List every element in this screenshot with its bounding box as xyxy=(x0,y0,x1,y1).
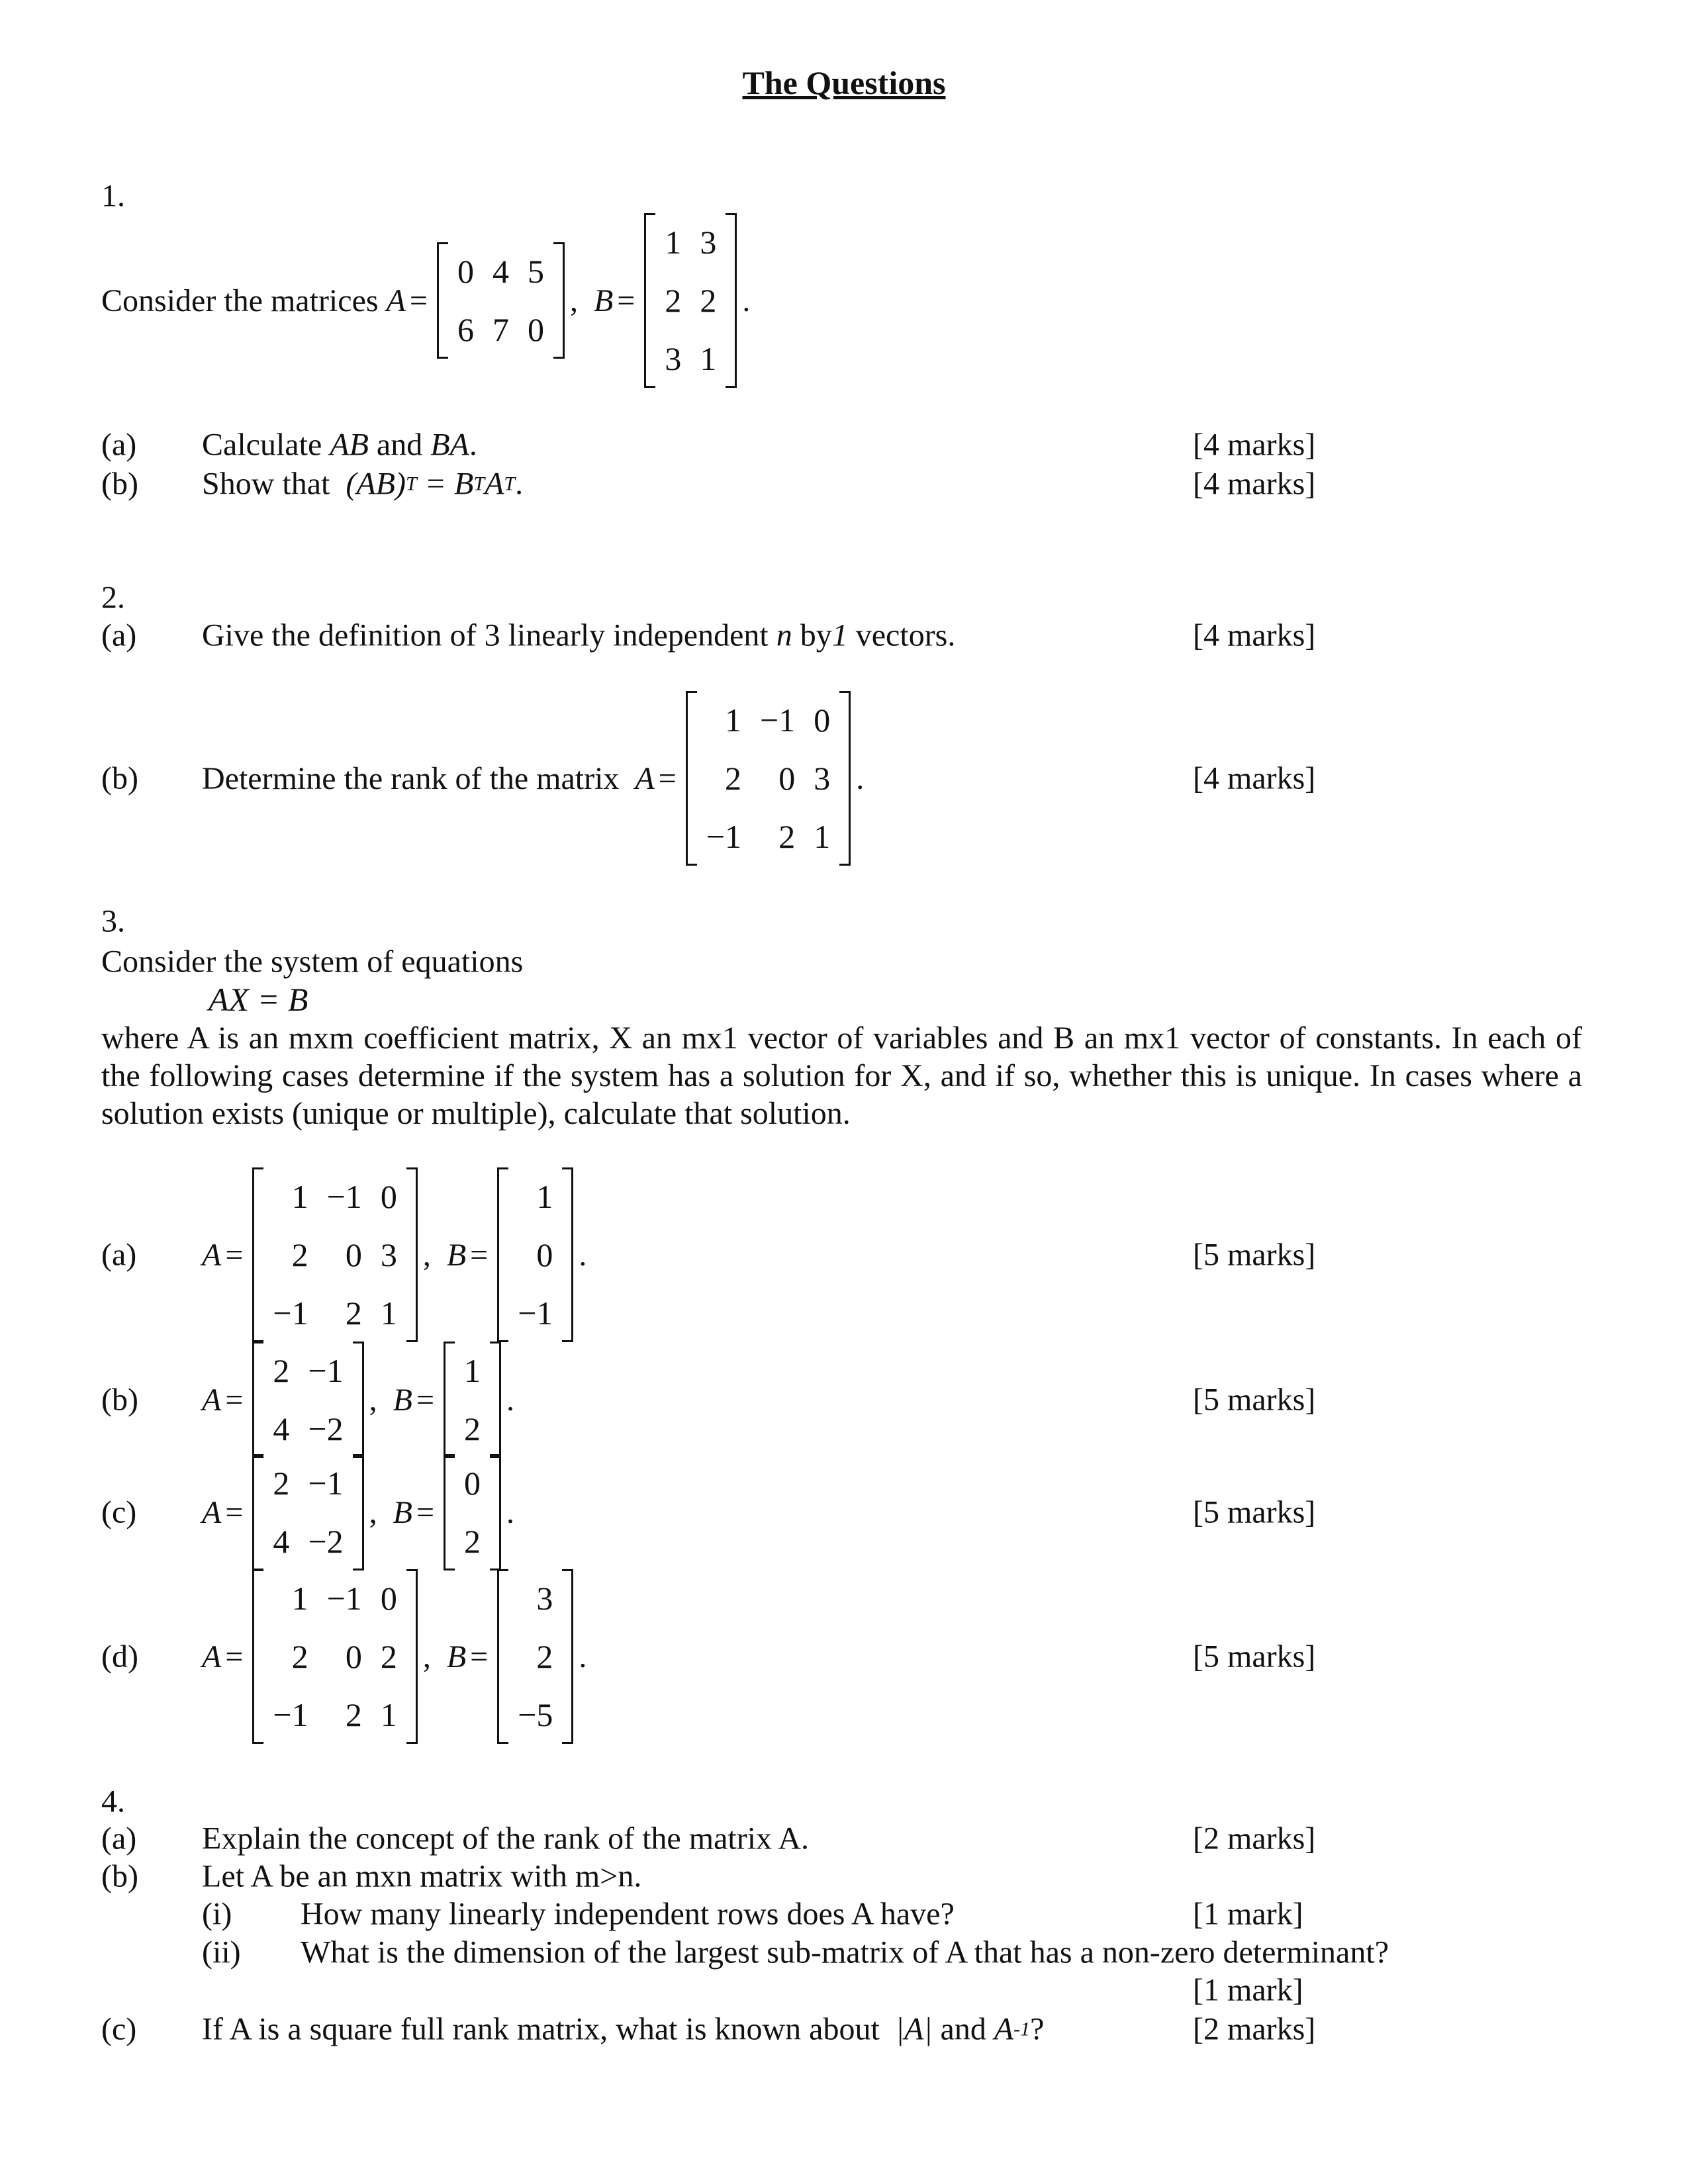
right-bracket xyxy=(839,691,851,866)
q3-part-equation: A = 1 −1 0 2 0 2 −1 2 1 , B = 3 2 −5 . xyxy=(202,1569,586,1744)
matrix-cell: 3 xyxy=(814,760,831,797)
matrix-cell: 0 xyxy=(380,1580,397,1617)
matrix-cell: 0 xyxy=(814,702,831,739)
matrix-q3-A xyxy=(252,1167,417,1342)
matrix-cell: 2 xyxy=(273,1465,290,1502)
q1b-t1: T xyxy=(405,473,417,494)
right-bracket xyxy=(553,242,565,359)
matrix-cell: −1 xyxy=(273,1295,308,1332)
q4c-det: |A| xyxy=(895,2011,933,2047)
matrix-cell: 2 xyxy=(536,1638,553,1675)
matrix-cell: 2 xyxy=(665,282,682,319)
q4c-text xyxy=(202,2011,1044,2048)
matrix-cell: 2 xyxy=(725,760,742,797)
q4bi-label: (i) xyxy=(202,1896,232,1932)
q4a-text: Explain the concept of the rank of the matrix A. xyxy=(202,1821,810,1856)
q3-part-marks: [5 marks] xyxy=(1193,1639,1316,1674)
matrix-cell: 4 xyxy=(492,253,509,290)
q2a-post: vectors. xyxy=(855,617,956,653)
q1b-label: (b) xyxy=(101,466,138,502)
q3-part-marks: [5 marks] xyxy=(1193,1494,1316,1530)
matrix-cell: 2 xyxy=(291,1236,308,1273)
right-bracket xyxy=(562,1167,573,1342)
matrix-q1-A xyxy=(437,242,565,359)
matrix-grid xyxy=(448,242,553,359)
matrix-cell: −1 xyxy=(326,1580,362,1617)
left-bracket xyxy=(644,213,655,388)
q1b-end: . xyxy=(515,466,524,502)
matrix-grid xyxy=(508,1167,562,1342)
q2-number: 2. xyxy=(101,580,125,615)
matrix-cell: 2 xyxy=(778,818,796,855)
matrix-cell: −1 xyxy=(326,1178,362,1215)
matrix-grid xyxy=(697,691,839,866)
matrix-q3-A xyxy=(252,1569,417,1744)
q3-intro: Consider the system of equations xyxy=(101,944,524,979)
q1b-marks: [4 marks] xyxy=(1193,466,1316,502)
matrix-cell: −5 xyxy=(518,1696,553,1733)
q3-part-label: (c) xyxy=(101,1494,137,1530)
matrix-cell: −1 xyxy=(518,1295,553,1332)
q3-b-label: B xyxy=(446,1237,467,1273)
q2b-marks: [4 marks] xyxy=(1193,760,1316,796)
matrix-cell: 0 xyxy=(345,1236,362,1273)
q3-a-label: A xyxy=(202,1494,222,1530)
matrix-cell: 3 xyxy=(700,224,717,261)
matrix-q2-A xyxy=(686,691,851,866)
q1a-pre: Calculate xyxy=(202,427,322,463)
q4c-and: and xyxy=(940,2011,986,2047)
matrix-cell: 0 xyxy=(345,1638,362,1675)
matrix-cell: 2 xyxy=(345,1295,362,1332)
q1b-rhs-b: = B xyxy=(424,466,474,502)
matrix-grid xyxy=(263,1454,352,1570)
q1-intro: Consider the matrices xyxy=(101,283,379,318)
page-title: The Questions xyxy=(742,64,946,101)
matrix-cell: 5 xyxy=(527,253,544,290)
q4c-pre: If A is a square full rank matrix, what is known about xyxy=(202,2011,880,2047)
q3-a-label: A xyxy=(202,1639,222,1674)
q3-b-label: B xyxy=(393,1494,412,1530)
left-bracket xyxy=(497,1167,508,1342)
q1b-pre: Show that xyxy=(202,466,330,502)
matrix-cell: 1 xyxy=(464,1352,481,1389)
q2a-marks: [4 marks] xyxy=(1193,617,1316,653)
q3-equation: AX = B xyxy=(209,981,308,1018)
right-bracket xyxy=(406,1569,418,1744)
matrix-cell: 0 xyxy=(457,253,474,290)
matrix-q3-B xyxy=(444,1454,501,1570)
matrix-cell: 1 xyxy=(380,1696,397,1733)
matrix-cell: −2 xyxy=(308,1410,344,1447)
left-bracket xyxy=(437,242,448,359)
q4c-inv: A xyxy=(994,2011,1014,2047)
matrix-cell: 2 xyxy=(464,1523,481,1560)
matrix-cell: 2 xyxy=(380,1638,397,1675)
q1a-label: (a) xyxy=(101,427,137,463)
left-bracket xyxy=(252,1342,263,1458)
q1a-text xyxy=(202,427,477,463)
left-bracket xyxy=(252,1167,263,1342)
q3-a-label: A xyxy=(202,1382,222,1418)
q3-number: 3. xyxy=(101,903,125,939)
right-bracket xyxy=(353,1454,364,1570)
q1a-end: . xyxy=(469,427,477,463)
q1b-rhs-a: A xyxy=(485,466,504,502)
matrix-q3-A xyxy=(252,1342,363,1458)
q2b-pre: Determine the rank of the matrix xyxy=(202,760,620,796)
q4c-marks: [2 marks] xyxy=(1193,2011,1316,2047)
q4a-marks: [2 marks] xyxy=(1193,1821,1316,1856)
matrix-cell: 0 xyxy=(527,311,544,348)
q2b-label: (b) xyxy=(101,760,138,796)
q4bii-text: What is the dimension of the largest sub-matrix of A that has a non-zero determinant? xyxy=(301,1934,1389,1970)
q1a-marks: [4 marks] xyxy=(1193,427,1316,463)
q4c-inv-sup: -1 xyxy=(1013,2018,1031,2040)
matrix-q3-B xyxy=(444,1342,501,1458)
matrix-cell: 4 xyxy=(273,1410,290,1447)
matrix-grid xyxy=(263,1167,406,1342)
matrix-cell: 7 xyxy=(492,311,509,348)
q4bi-marks: [1 mark] xyxy=(1193,1896,1303,1932)
q1a-ba: BA xyxy=(430,427,469,463)
matrix-cell: 0 xyxy=(778,760,796,797)
q4bii-marks: [1 mark] xyxy=(1193,1972,1303,2008)
matrix-cell: −1 xyxy=(273,1696,308,1733)
left-bracket xyxy=(252,1454,263,1570)
q3-part-marks: [5 marks] xyxy=(1193,1382,1316,1418)
right-bracket xyxy=(562,1569,573,1744)
q4bi-text: How many linearly independent rows does A have? xyxy=(301,1896,955,1932)
matrix-cell: 0 xyxy=(380,1178,397,1215)
q4b-label: (b) xyxy=(101,1858,138,1894)
matrix-cell: −1 xyxy=(308,1352,344,1389)
matrix-q3-B xyxy=(497,1167,573,1342)
matrix-grid xyxy=(263,1342,352,1458)
matrix-grid xyxy=(455,1342,490,1458)
q3-part-equation: A = 2 −1 4 −2 , B = 1 2 . xyxy=(202,1342,514,1458)
right-bracket xyxy=(726,213,737,388)
left-bracket xyxy=(444,1454,455,1570)
left-bracket xyxy=(686,691,697,866)
q1a-ab: AB xyxy=(330,427,369,463)
matrix-cell: 2 xyxy=(345,1696,362,1733)
q3-part-label: (d) xyxy=(101,1639,138,1674)
q3-part-label: (a) xyxy=(101,1237,137,1273)
q1b-t2: T xyxy=(473,473,485,494)
matrix-cell: 2 xyxy=(464,1410,481,1447)
q2a-text xyxy=(202,617,955,654)
q3-a-label: A xyxy=(202,1237,222,1273)
matrix-cell: 3 xyxy=(536,1580,553,1617)
matrix-cell: 1 xyxy=(665,224,682,261)
matrix-cell: −1 xyxy=(706,818,742,855)
q1a-and: and xyxy=(376,427,423,463)
matrix-cell: 1 xyxy=(814,818,831,855)
matrix-cell: 6 xyxy=(457,311,474,348)
matrix-grid xyxy=(655,213,726,388)
q2b-a-label: A xyxy=(635,760,655,796)
left-bracket xyxy=(444,1342,455,1458)
left-bracket xyxy=(497,1569,508,1744)
q1b-text xyxy=(202,466,523,502)
q2a-by: by xyxy=(800,617,832,653)
matrix-cell: 0 xyxy=(464,1465,481,1502)
q3-part-label: (b) xyxy=(101,1382,138,1418)
q3-part-equation: A = 2 −1 4 −2 , B = 0 2 . xyxy=(202,1454,514,1570)
q2a-n: n xyxy=(776,617,792,653)
q3-part-equation: A = 1 −1 0 2 0 3 −1 2 1 , B = 1 0 −1 . xyxy=(202,1167,586,1342)
matrix-cell: 1 xyxy=(700,340,717,377)
q4c-end: ? xyxy=(1030,2011,1045,2047)
right-bracket xyxy=(406,1167,418,1342)
right-bracket xyxy=(490,1454,501,1570)
matrix-grid xyxy=(263,1569,406,1744)
q2a-label: (a) xyxy=(101,617,137,653)
q3-paragraph: where A is an mxm coefficient matrix, X an mx1 vector of variables and B an mx1 vector of constants. In each of the following cases determine if the system has a solution for X, and if so, whether this is unique. In cases where a solution exists (unique or multiple), calculate that solution. xyxy=(101,1021,1582,1131)
q1-number: 1. xyxy=(101,178,125,214)
q1-intro-line: Consider the matrices A = 0 4 5 6 7 0 , B = 1 3 2 2 3 1 . xyxy=(101,213,750,388)
matrix-cell: 1 xyxy=(291,1580,308,1617)
matrix-cell: 3 xyxy=(665,340,682,377)
q1b-t3: T xyxy=(504,473,516,494)
matrix-cell: −2 xyxy=(308,1523,344,1560)
matrix-q3-B xyxy=(497,1569,573,1744)
matrix-cell: 1 xyxy=(291,1178,308,1215)
matrix-cell: −1 xyxy=(760,702,796,739)
right-bracket xyxy=(490,1342,501,1458)
matrix-grid xyxy=(455,1454,490,1570)
q3-b-label: B xyxy=(446,1639,467,1674)
left-bracket xyxy=(252,1569,263,1744)
q1-b-label: B xyxy=(593,283,614,318)
matrix-cell: 1 xyxy=(536,1178,553,1215)
q3-part-marks: [5 marks] xyxy=(1193,1237,1316,1273)
q2b-text: Determine the rank of the matrix A = 1 −1 0 2 0 3 −1 2 1 . xyxy=(202,691,864,866)
q1-a-label: A xyxy=(386,283,406,318)
q4b-text: Let A be an mxn matrix with m>n. xyxy=(202,1858,642,1894)
matrix-cell: 2 xyxy=(291,1638,308,1675)
matrix-cell: 2 xyxy=(273,1352,290,1389)
matrix-cell: −1 xyxy=(308,1465,344,1502)
q4c-label: (c) xyxy=(101,2011,137,2047)
q2a-one: 1 xyxy=(831,617,848,653)
matrix-q3-A xyxy=(252,1454,363,1570)
matrix-cell: 1 xyxy=(380,1295,397,1332)
matrix-cell: 3 xyxy=(380,1236,397,1273)
q4a-label: (a) xyxy=(101,1821,137,1856)
matrix-grid xyxy=(508,1569,562,1744)
q4bii-label: (ii) xyxy=(202,1934,241,1970)
matrix-cell: 1 xyxy=(725,702,742,739)
matrix-cell: 2 xyxy=(700,282,717,319)
right-bracket xyxy=(353,1342,364,1458)
q4-number: 4. xyxy=(101,1784,125,1819)
matrix-cell: 4 xyxy=(273,1523,290,1560)
q2a-pre: Give the definition of 3 linearly independent xyxy=(202,617,769,653)
q3-b-label: B xyxy=(393,1382,412,1418)
q1b-expr: (AB) xyxy=(346,466,406,502)
matrix-q1-B xyxy=(644,213,737,388)
matrix-cell: 0 xyxy=(536,1236,553,1273)
